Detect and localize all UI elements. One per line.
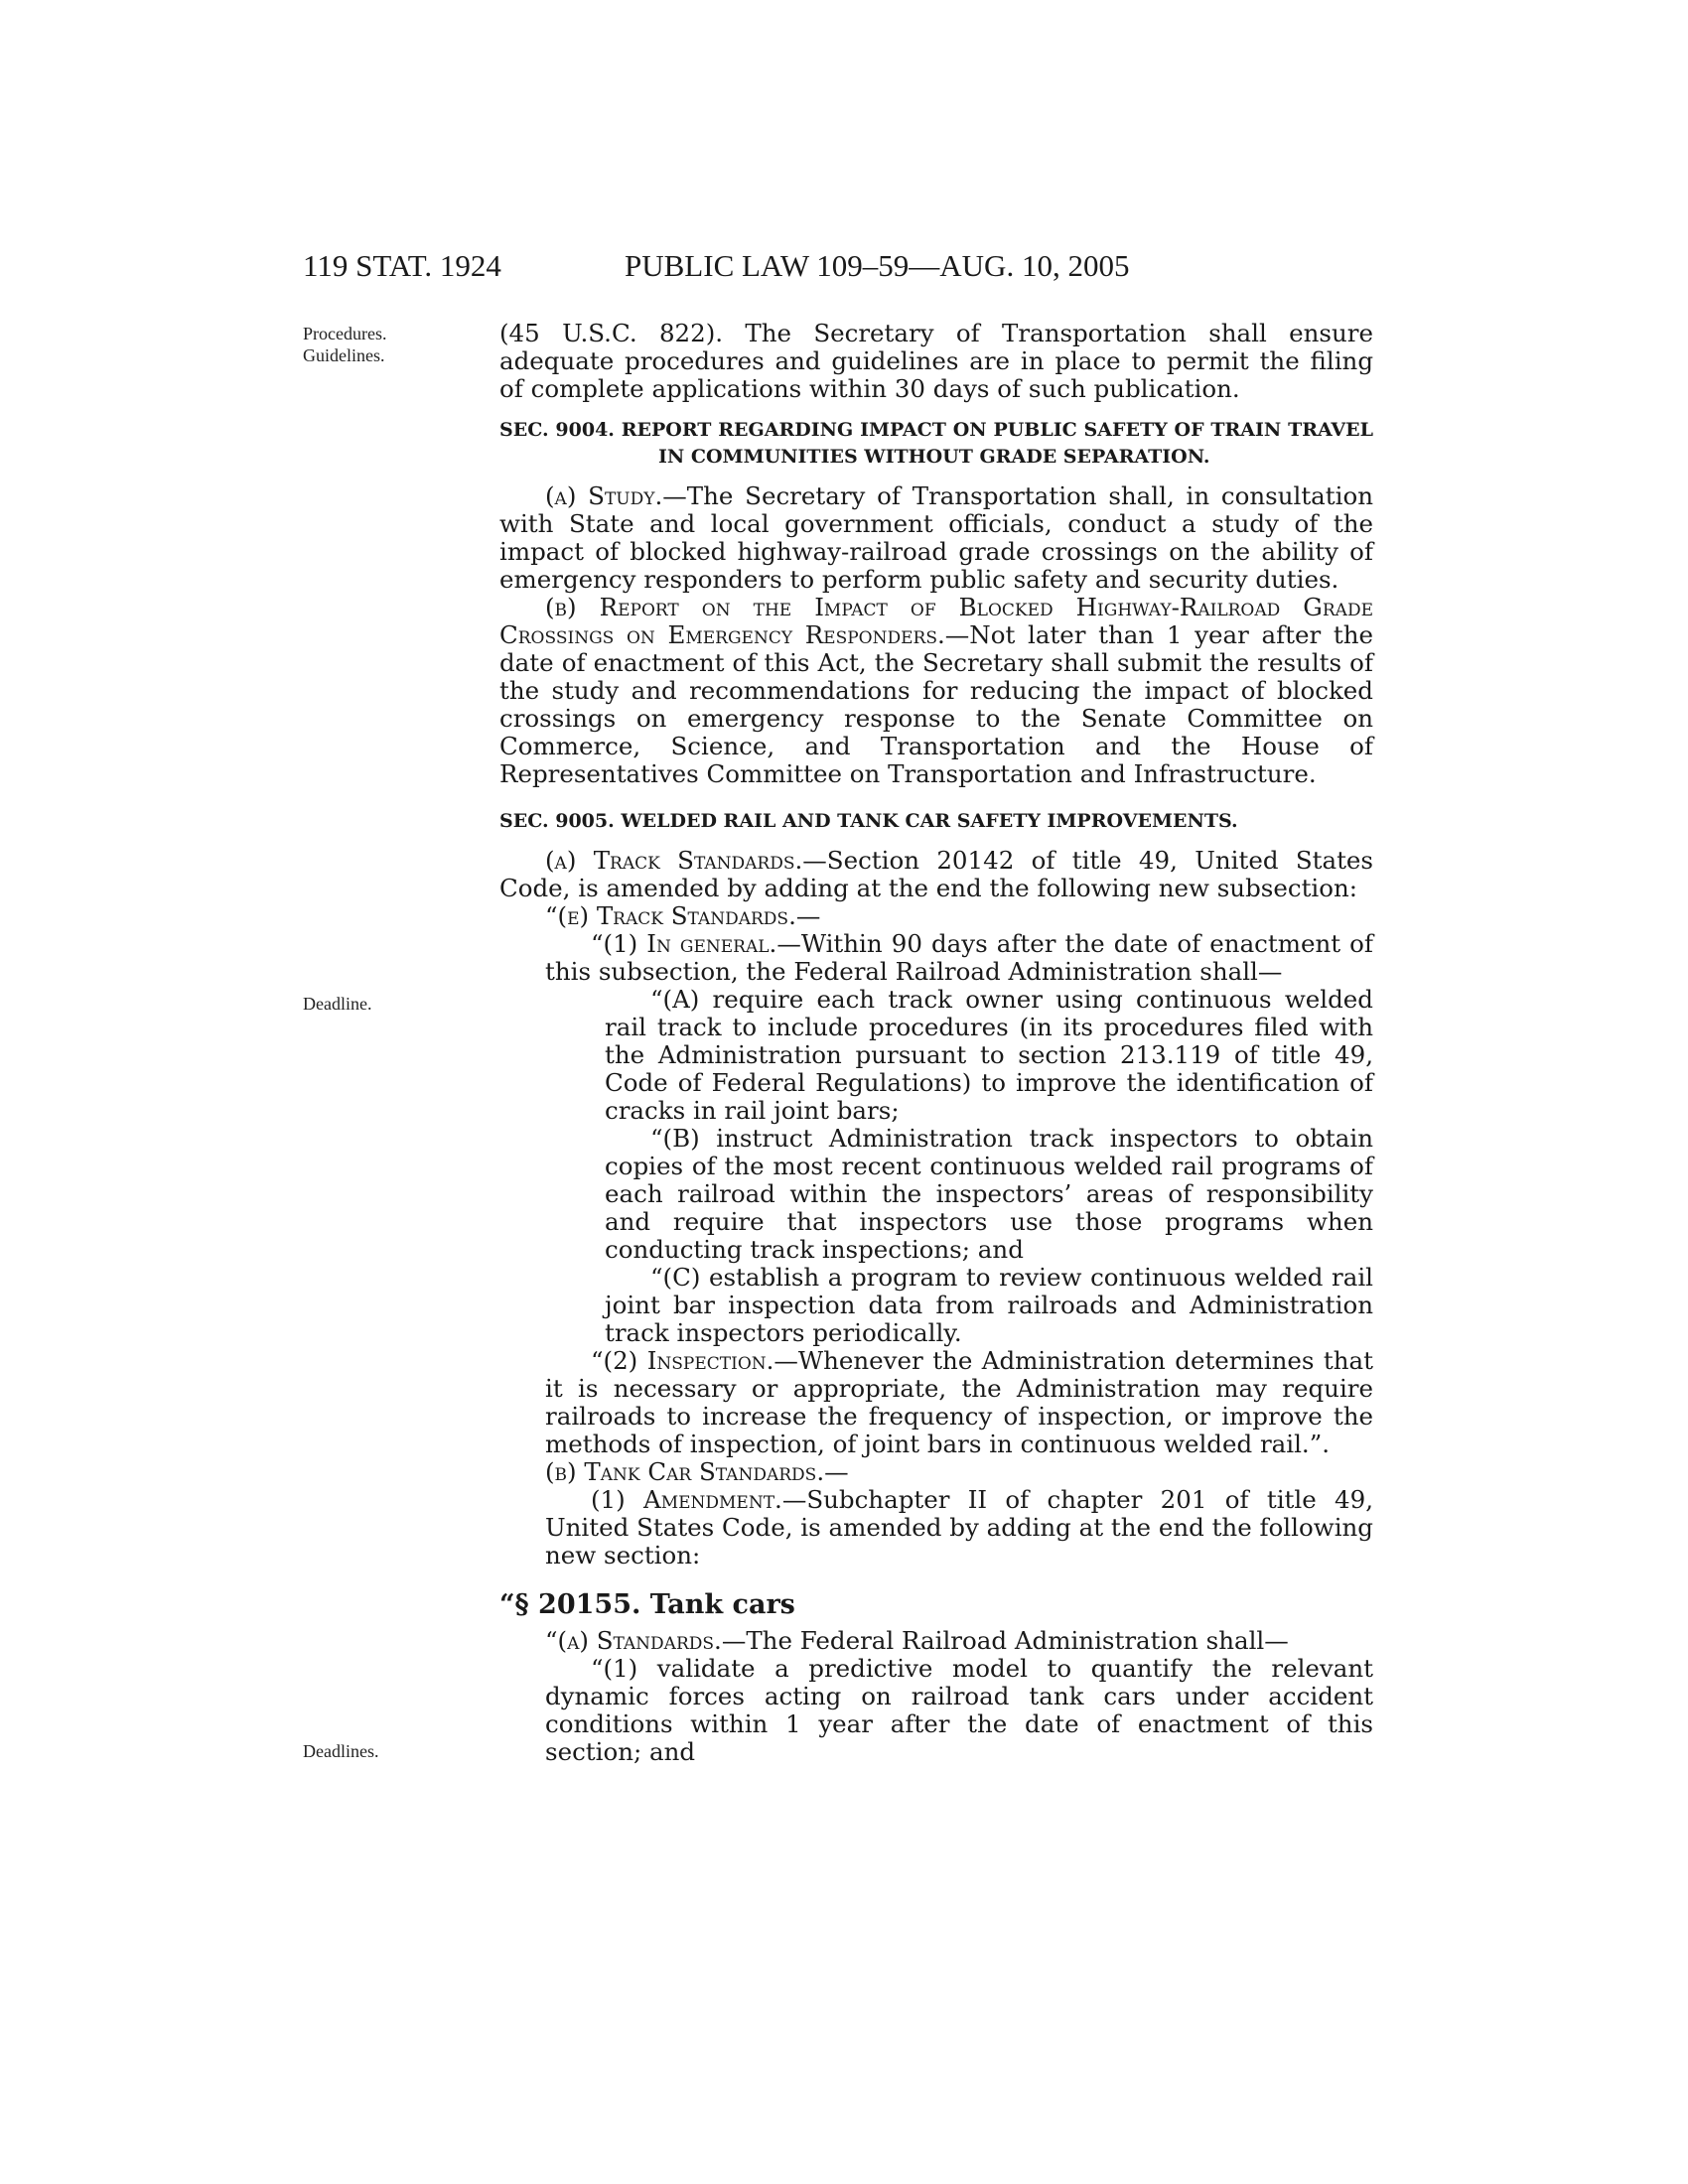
intro-paragraph: (45 U.S.C. 822). The Secretary of Transportation shall ensure adequate procedures and guidelines are in place to permit the filing of complete applications within 30 days of such publication. [499,319,1373,403]
sec-9005-a-paragraph [499,847,1373,902]
subsection-e-label: “(e) Track Standards. [545,901,796,930]
section-20155-a1-paragraph: “(1) validate a predictive model to quantify the relevant dynamic forces acting on railroad tank cars under accident conditions within 1 year after the date of enactment of this section; and [545,1654,1373,1766]
subsection-e-text: — [795,901,821,930]
sec-9004-b-text: —Not later than 1 year after the date of enactment of this Act, the Secretary shall submit the results of the study and recommendations for reducing the impact of blocked crossings on emergency response to the Senate Committee on Commerce, Science, and Transportation and the House of Representatives Committee on Transportation and Infrastructure. [499,620,1374,788]
section-20155-heading: “§ 20155. Tank cars [499,1589,795,1620]
sec-9004-heading: SEC. 9004. REPORT REGARDING IMPACT ON PUBLIC SAFETY OF TRAIN TRAVEL IN COMMUNITIES WITHOUT GRADE SEPARATION. [499,419,1373,468]
sec-9004-a-text: —The Secretary of Transportation shall, in consultation with State and local government officials, conduct a study of the impact of blocked highway-railroad grade crossings on the ability of emergency responders to perform public safety and security duties. [499,481,1373,594]
subsection-e1-paragraph [499,930,1373,986]
clause-A-paragraph: “(A) require each track owner using continuous welded rail track to include procedures (in its procedures filed with the Administration pursuant to section 213.119 of title 49, Code of Federal Regulations) to improve the identification of cracks in rail joint bars; [605,985,1373,1125]
sec-9005-b-paragraph [499,1458,1373,1486]
margin-note-procedures: Procedures. [303,324,387,343]
clause-C-paragraph: “(C) establish a program to review continuous welded rail joint bar inspection data from railroads and Administration track inspectors periodically. [605,1263,1373,1347]
sec-9005-b-label: (b) Tank Car Standards. [545,1457,825,1486]
clause-B-paragraph: “(B) instruct Administration track inspectors to obtain copies of the most recent continuous welded rail programs of each railroad within the inspectors’ areas of responsibility and require that inspectors use those programs when conducting track inspections; and [605,1124,1373,1264]
subsection-e2-paragraph [499,1347,1373,1458]
section-20155-a-label: “(a) Standards. [545,1626,722,1655]
sec-9005-b1-text: —Subchapter II of chapter 201 of title 49, United States Code, is amended by adding at the end the following new section: [545,1485,1373,1570]
margin-note-deadlines: Deadlines. [303,1741,379,1761]
subsection-e1-label: “(1) In general. [591,929,777,958]
sec-9005-heading: SEC. 9005. WELDED RAIL AND TANK CAR SAFETY IMPROVEMENTS. [499,810,1238,832]
section-20155-a-paragraph [499,1627,1373,1655]
page-law-header: PUBLIC LAW 109–59—AUG. 10, 2005 [625,248,1130,283]
section-20155-a-text: —The Federal Railroad Administration shall— [721,1626,1289,1655]
subsection-e1-text: —Within 90 days after the date of enactment of this subsection, the Federal Railroad Administration shall— [545,929,1373,986]
sec-9005-b1-paragraph [499,1486,1373,1570]
sec-9004-a-label: (a) Study. [545,481,663,510]
margin-note-guidelines: Guidelines. [303,345,385,365]
subsection-e-paragraph [499,902,1373,930]
sec-9005-a-label: (a) Track Standards. [545,846,803,875]
sec-9004-b-label: (b) Report on the Impact of Blocked Highway-Railroad Grade Crossings on Emergency Responders. [499,593,1373,649]
sec-9004-a-paragraph [499,482,1373,594]
page-stat-citation: 119 STAT. 1924 [303,248,501,283]
sec-9005-a-text: —Section 20142 of title 49, United States Code, is amended by adding at the end the following new subsection: [499,846,1373,902]
sec-9004-b-paragraph [499,594,1373,788]
sec-9005-b-text: — [824,1457,849,1486]
subsection-e2-label: “(2) Inspection. [591,1346,774,1375]
document-body [499,320,1373,1766]
sec-9005-b1-label: (1) Amendment. [591,1485,782,1514]
margin-note-deadline: Deadline. [303,994,372,1014]
subsection-e2-text: —Whenever the Administration determines that it is necessary or appropriate, the Administration may require railroads to increase the frequency of inspection, or improve the methods of inspection, of joint bars in continuous welded rail.”. [545,1346,1373,1458]
